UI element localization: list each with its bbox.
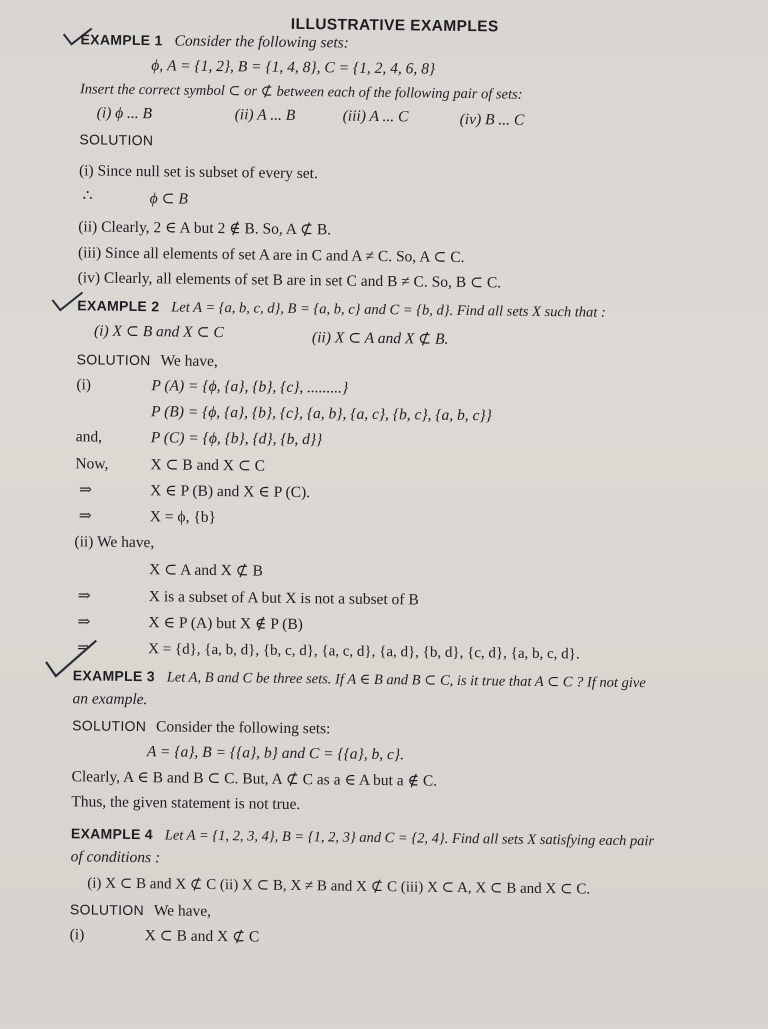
ex2-solution-header	[77, 350, 218, 371]
implies-arrow: ⇒	[77, 613, 91, 631]
example-1-solution-label: SOLUTION	[79, 131, 154, 149]
example-4-prompt-continued: of conditions :	[70, 848, 161, 867]
ex2-power-set-c: P (C) = {ϕ, {b}, {d}, {b, d}}	[150, 429, 323, 449]
example-1-label: EXAMPLE 1	[80, 31, 163, 49]
ex1-line-iv: (iv) Clearly, all elements of set B are in set C and B ≠ C. So, B ⊂ C.	[77, 269, 502, 292]
example-1-part-i: (i) ϕ ... B	[96, 104, 153, 123]
page-title: ILLUSTRATIVE EXAMPLES	[290, 15, 499, 36]
ex2-step-2: X = ϕ, {b}	[149, 508, 217, 526]
ex2-power-set-b: P (B) = {ϕ, {a}, {b}, {c}, {a, b}, {a, c}, {b, c}, {a, b, c}}	[150, 403, 492, 425]
implies-arrow: ⇒	[77, 639, 91, 657]
example-3-prompt: Let A, B and C be three sets. If A ∈ B and B ⊂ C, is it true that A ⊂ C ? If not give	[166, 669, 646, 692]
ex3-line-1: Clearly, A ∈ B and B ⊂ C. But, A ⊄ C as a ∈ A but a ∉ C.	[71, 768, 438, 790]
ex1-phi-subset-b: ϕ ⊂ B	[149, 190, 188, 208]
ex4-solution-lead: We have,	[153, 902, 212, 920]
ex3-solution-lead: Consider the following sets:	[155, 718, 331, 738]
example-3-prompt-continued: an example.	[72, 690, 148, 709]
ex4-i-1: X ⊂ B and X ⊄ C	[144, 927, 260, 946]
ex2-power-set-a: P (A) = {ϕ, {a}, {b}, {c}, .........}	[151, 377, 349, 397]
example-1-instruction: Insert the correct symbol ⊂ or ⊄ between each of the following pair of sets:	[79, 81, 523, 103]
example-2-solution-label: SOLUTION	[76, 351, 151, 369]
example-1-prompt: Consider the following sets:	[174, 32, 349, 52]
example-4-prompt: Let A = {1, 2, 3, 4}, B = {1, 2, 3} and C = {2, 4}. Find all sets X satisfying each pair	[164, 827, 655, 850]
ex2-and-label: and,	[75, 428, 103, 446]
example-2-header	[77, 296, 606, 321]
ex2-part-ii: (ii) X ⊂ A and X ⊄ B.	[311, 329, 449, 348]
ex2-ii-1: X ⊂ A and X ⊄ B	[149, 561, 264, 580]
ex1-line-i: (i) Since null set is subset of every set.	[78, 162, 319, 183]
example-1-part-iv: (iv) B ... C	[459, 110, 525, 129]
example-3-label: EXAMPLE 3	[72, 667, 155, 685]
implies-arrow: ⇒	[78, 507, 92, 525]
ex2-ii-3: X ∈ P (A) but X ∉ P (B)	[148, 614, 303, 634]
ex2-part-i: (i) X ⊂ B and X ⊂ C	[93, 322, 224, 342]
example-3-header	[73, 666, 646, 692]
ex2-ii-lead: (ii) We have,	[74, 533, 155, 552]
ex4-solution-header	[70, 900, 211, 921]
example-4-header	[71, 824, 654, 850]
ex1-line-iii: (iii) Since all elements of set A are in C and A ≠ C. So, A ⊂ C.	[77, 244, 465, 267]
example-3-solution-label: SOLUTION	[72, 717, 147, 735]
ex3-solution-header	[72, 716, 330, 738]
example-2-prompt: Let A = {a, b, c, d}, B = {a, b, c} and C = {b, d}. Find all sets X such that :	[171, 299, 606, 321]
example-2-label: EXAMPLE 2	[77, 297, 160, 315]
ex2-ii-4: X = {d}, {a, b, d}, {b, c, d}, {a, c, d}, {a, d}, {b, d}, {c, d}, {a, b, c, d}.	[148, 641, 580, 663]
implies-arrow: ⇒	[77, 587, 91, 605]
example-1-part-ii: (ii) A ... B	[234, 106, 296, 124]
ex2-step-1: X ∈ P (B) and X ∈ P (C).	[149, 482, 311, 502]
example-4-solution-label: SOLUTION	[69, 901, 145, 919]
ex2-i-label: (i)	[76, 376, 92, 394]
example-1-header	[80, 30, 349, 52]
ex3-sets: A = {a}, B = {{a}, b} and C = {{a}, b, c}.	[146, 743, 405, 764]
ex4-conditions: (i) X ⊂ B and X ⊄ C (ii) X ⊂ B, X ≠ B and X ⊄ C (iii) X ⊂ A, X ⊂ B and X ⊂ C.	[87, 875, 591, 898]
example-4-label: EXAMPLE 4	[70, 825, 154, 843]
ex2-solution-lead: We have,	[160, 352, 218, 371]
example-1-sets: ϕ, A = {1, 2}, B = {1, 4, 8}, C = {1, 2, 4, 6, 8}	[151, 57, 436, 78]
ex4-i-label: (i)	[69, 926, 85, 944]
example-1-part-iii: (iii) A ... C	[342, 107, 409, 126]
ex1-line-ii: (ii) Clearly, 2 ∈ A but 2 ∉ B. So, A ⊄ B.	[78, 218, 332, 239]
ex2-now-label: Now,	[75, 455, 109, 473]
ex2-ii-2: X is a subset of A but X is not a subset of B	[148, 588, 419, 609]
ex3-line-2: Thus, the given statement is not true.	[71, 793, 301, 814]
ex2-now: X ⊂ B and X ⊂ C	[150, 456, 266, 475]
ex1-therefore: ∴	[82, 187, 93, 205]
implies-arrow: ⇒	[78, 481, 93, 499]
